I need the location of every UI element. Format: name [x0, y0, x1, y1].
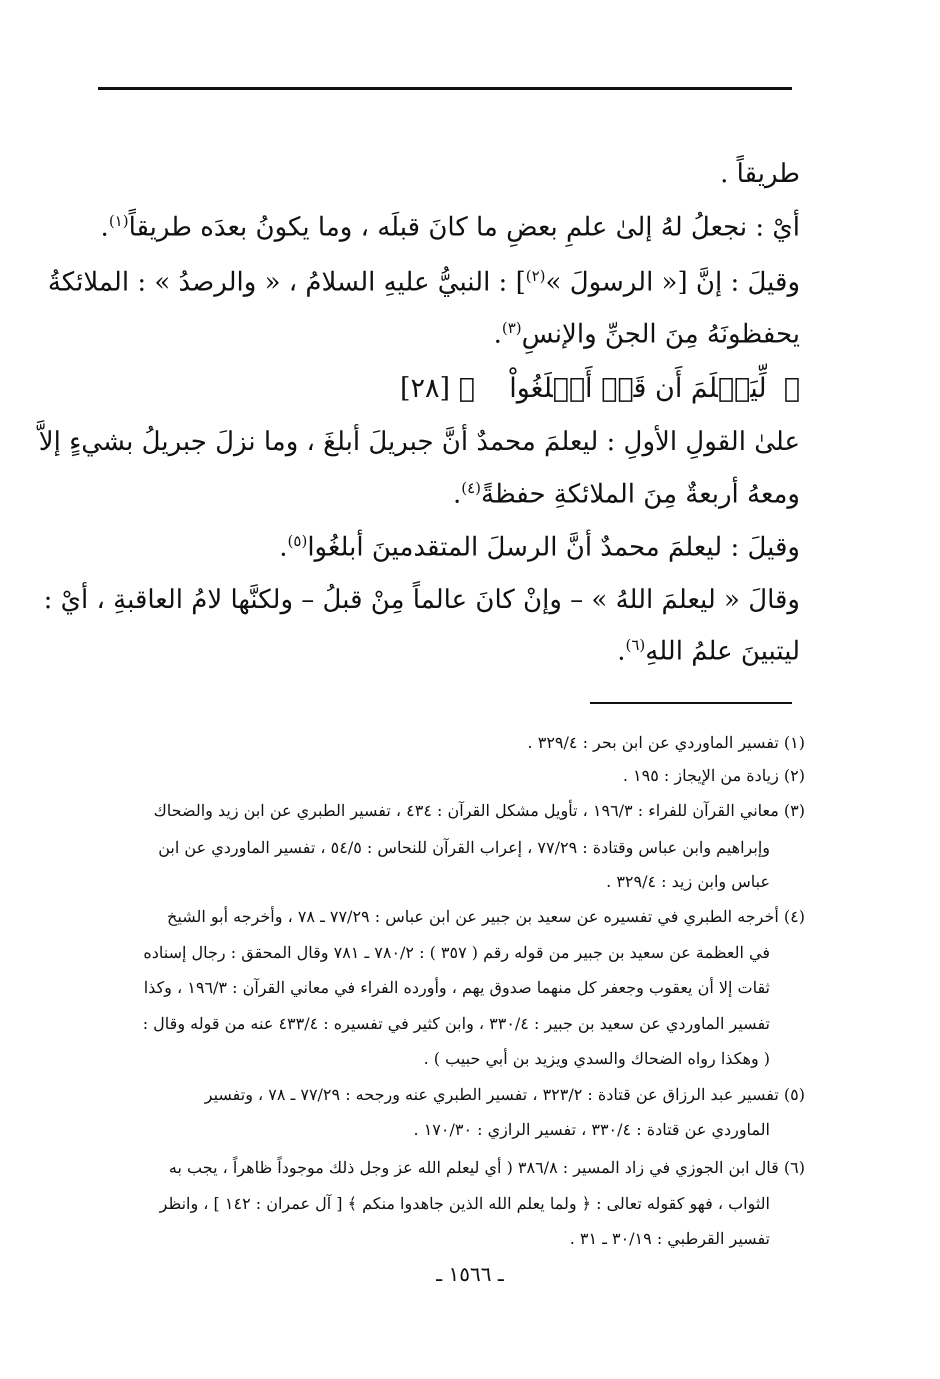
body-line-4: يحفظونَهُ مِنَ الجنِّ والإنسِ$^{(٣)}$. [493, 319, 800, 350]
footnote-ref-4[interactable]: (٤) [461, 479, 482, 497]
footnote-3-line-2: وإبراهيم وابن عباس وقتادة : ٧٧/٢٩ ، إعراب القرآن للنحاس : ٥٤/٥ ، تفسير الماوردي عن ابن [158, 838, 770, 857]
footnote-separator [590, 702, 792, 704]
footnote-4-line-1: (٤) أخرجه الطبري في تفسيره عن سعيد بن جبير عن ابن عباس : ٧٧/٢٩ ـ ٧٨ ، وأخرجه أبو الشيخ [167, 907, 805, 926]
footnote-6-line-3: تفسير القرطبي : ٣٠/١٩ ـ ٣١ . [569, 1229, 770, 1248]
footnote-ref-3[interactable]: (٣) [501, 319, 522, 337]
verse-close-bracket: ﴾ [458, 373, 475, 404]
footnote-ref-5[interactable]: (٥) [287, 532, 308, 550]
body-line-2: أيْ : نجعلُ لهُ إلىٰ علمِ بعضِ ما كانَ قبلَه ، وما يكونُ بعدَه طريقاً$^{(١)}$. [100, 212, 800, 243]
body-line-9: ليتبينَ علمُ اللهِ$^{(٦)}$. [617, 636, 800, 667]
body-line-8: وقالَ « ليعلمَ اللهُ » – وإنْ كانَ عالماً مِنْ قبلُ – ولكنَّها لامُ العاقبةِ ، أيْ : [43, 585, 800, 615]
footnote-4-line-2: في العظمة عن سعيد بن جبير من قوله رقم ( ٣٥٧ ) : ٧٨٠/٢ ـ ٧٨١ وقال المحقق : رجال إسناده [143, 943, 770, 962]
footnote-ref-1[interactable]: (١) [108, 212, 129, 230]
footnote-5-line-2: الماوردي عن قتادة : ٣٣٠/٤ ، تفسير الرازي : ١٧٠/٣٠ . [413, 1120, 770, 1139]
footnote-ref-6[interactable]: (٦) [625, 636, 646, 654]
footnote-4-line-5: ( وهكذا رواه الضحاك والسدي ويزيد بن أبي حبيب ) . [423, 1049, 770, 1068]
verse-open-bracket: ﴿ [783, 373, 800, 404]
body-line-6: ومعهُ أربعةٌ مِنَ الملائكةِ حفظةً$^{(٤)}$. [452, 479, 800, 510]
footnote-5-line-1: (٥) تفسير عبد الرزاق عن قتادة : ٣٢٣/٢ ، تفسير الطبري عنه ورجحه : ٧٧/٢٩ ـ ٧٨ ، وتفسير [204, 1085, 805, 1104]
footnote-3-line-3: عباس وابن زيد : ٣٢٩/٤ . [606, 872, 770, 891]
footnote-4-line-4: تفسير الماوردي عن سعيد بن جبير : ٣٣٠/٤ ، وابن كثير في تفسيره : ٤٣٣/٤ عنه من قوله وقال : [142, 1014, 770, 1033]
footnote-6-line-2: الثواب ، فهو كقوله تعالى : ﴿ ولما يعلم الله الذين جاهدوا منكم ﴾ [ آل عمران : ١٤٢ ] ، وانظر [159, 1194, 770, 1213]
quran-verse [400, 373, 800, 404]
verse-text: لِّيَعۡلَمَ أَن قَدۡ أَبۡلَغُواْ [509, 373, 767, 404]
body-line-7: وقيلَ : ليعلمَ محمدٌ أنَّ الرسلَ المتقدمينَ أبلغُوا$^{(٥)}$. [279, 532, 800, 563]
footnote-2: (٢) زيادة من الإيجاز : ١٩٥ . [622, 766, 805, 785]
page-number: ـ ١٥٦٦ ـ [436, 1262, 504, 1286]
footnote-3-line-1: (٣) معاني القرآن للفراء : ١٩٦/٣ ، تأويل مشكل القرآن : ٤٣٤ ، تفسير الطبري عن ابن زيد والضحاك [153, 801, 805, 820]
body-line-3: وقيلَ : إنَّ [« الرسولَ »$^{(٢)}$] : النبيُّ عليهِ السلامُ ، « والرصدُ » : الملائكةُ [47, 267, 800, 298]
footnote-4-line-3: ثقات إلا أن يعقوب وجعفر كل منهما صدوق يهم ، وأورده الفراء في معاني القرآن : ١٩٦/٣ ، وكذا [143, 978, 770, 997]
footnote-1: (١) تفسير الماوردي عن ابن بحر : ٣٢٩/٤ . [527, 733, 805, 752]
body-line-5: علىٰ القولِ الأولِ : ليعلمَ محمدٌ أنَّ جبريلَ أبلغَ ، وما نزلَ جبريلُ بشيءٍ إلاَّ [38, 427, 800, 457]
footnote-ref-2[interactable]: (٢) [525, 267, 546, 285]
verse-number: [٢٨] [399, 373, 451, 404]
header-rule [98, 87, 792, 90]
footnote-6-line-1: (٦) قال ابن الجوزي في زاد المسير : ٣٨٦/٨ ( أي ليعلم الله عز وجل ذلك موجوداً ظاهراً ، يجب به [168, 1158, 805, 1177]
body-line-1: طريقاً . [720, 159, 800, 189]
